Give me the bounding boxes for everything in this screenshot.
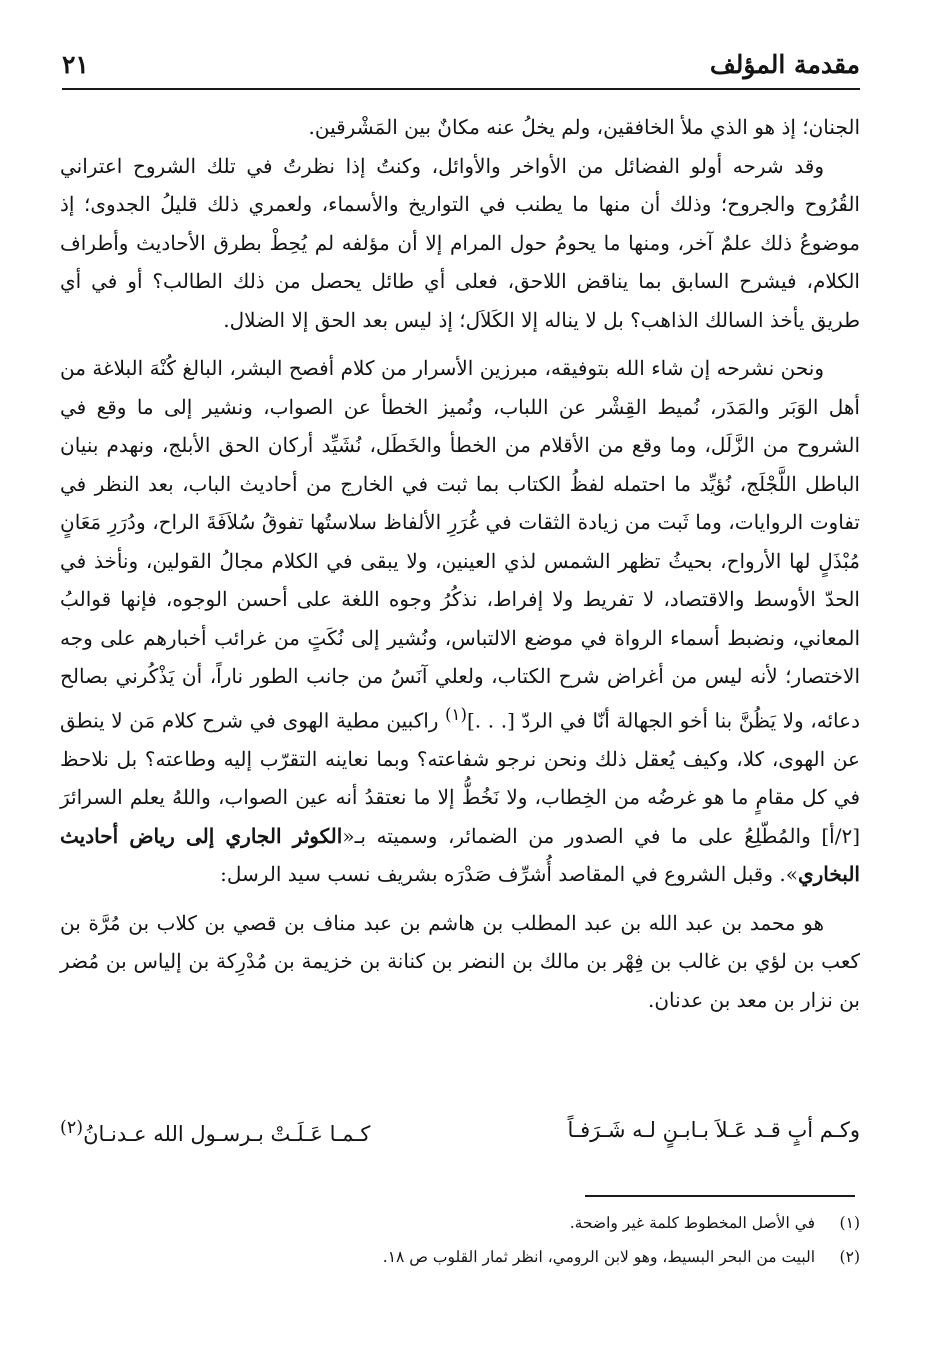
- footnote-rule: [585, 1195, 855, 1197]
- poem-verse: [60, 1118, 860, 1158]
- footnote-text: البيت من البحر البسيط، وهو لابن الرومي، انظر ثمار القلوب ص ١٨.: [382, 1248, 816, 1266]
- running-title: مقدمة المؤلف: [709, 50, 860, 79]
- poem-hemistich-2: [60, 1118, 390, 1146]
- paragraph-continuation: الجنان؛ إذ هو الذي ملأ الخافقين، ولم يخلُ عنه مكانٌ بين المَشْرقين.: [308, 115, 860, 139]
- footnote-number: (٢): [839, 1248, 860, 1266]
- footnote-1: [60, 1214, 860, 1232]
- paragraph-commentaries: وقد شرحه أولو الفضائل من الأواخر والأوائل، وكنتُ إذا نظرتُ في تلك الشروح اعتراني القُرُوح والجروح؛ وذلك أن منها ما يطنب في التواريخ والأسماء، ولعمري ذلك قليلُ الجدوى؛ إذ موضوعُ ذلك علمٌ آخر، ومنها ما يحومُ حول المرام إلا أن مؤلفه لم يُحِطْ بطرق الأحاديث وأطراف الكلام، فيشرح السابق بما يناقض اللاحق، فعلى أي طائل يحصل من ذلك الطالب؟ أو في أي طريق يأخذ السالك الذاهب؟ بل لا يناله إلا الكَلاَل؛ إذ ليس بعد الحق إلا الضلال.: [60, 153, 860, 332]
- book-title: الكوثر الجاري إلى رياض أحاديث البخاري: [60, 823, 860, 887]
- poem-hemistich-1: وكـم أبٍ قـد عَـلاَ بـابـنٍ لـه شَـرَفـاً: [567, 1118, 860, 1142]
- paragraph-method-text: ونحن نشرحه إن شاء الله بتوفيقه، مبرزين الأسرار من كلام أفصح البشر، البالغ كُنْهَ البلاغة من أهل الوَبَر والمَدَر، نُميط القِشْر عن اللباب، ونُميز الخطأ عن الصواب، ونشير إلى ما وقع في الشروح من الزَّلَل، وما وقع من الأقلام من الخطأ والخَطَل، نُشَيِّد أركان الحق الأبلج، ونهدم بنيان الباطل اللَّجْلَج، نُؤيِّد ما احتمله لفظُ الكتاب بما ثبت في الخارج من أحاديث الباب، بعد النظر في تفاوت الروايات، وما ثَبت من زيادة الثقات في غُرَرِ الألفاظ سلاستُها تفوقُ سُلاَفَةَ الراح، ودُرَرِ مَعَانٍ مُبْذَلٍ لها الأرواح، بحيثُ تظهر الشمس لذي العينين، ولا يبقى في الكلام مجالُ القولين، ونأخذ في الحدّ الأوسط والاقتصاد، لا تفريط ولا إفراط، نذكُرُ وجوه اللغة على أحسن الوجوه، فإنها قوالبُ المعاني، ونضبط أسماء الرواة في موضع الالتباس، ونُشير إلى نُكَتٍ من غرائب أخبارهم على وجه الاختصار؛ لأنه ليس من أغراض شرح الكتاب، ولعلي آنَسُ من جانب الطور ناراً، أن يَذْكُرني بصالح دعائه، ولا يَظُنَّ بنا أخو الجهالة أنّا في الردّ [. . .]: [60, 356, 860, 733]
- poem-hemistich-2-text: كـمـا عَـلَـتْ بـرسـول الله عـدنـانُ: [83, 1122, 371, 1146]
- paragraph-method-cont: راكبين مطية الهوى في شرح كلام مَن لا ينطق عن الهوى، كلا، وكيف يُعقل ذلك ونحن نرجو شفاعته؟ وبما نعاينه التقرّب إليه وطاعته؟ بل نلاحظ في كل مقامٍ ما هو غرضُه من الخِطاب، ولا نَخُطُّ إلا ما نعتقدُ أنه عين الصواب، واللهُ يعلم السرائرَ: [60, 708, 860, 810]
- footnote-2: [60, 1248, 860, 1266]
- paragraph-method-close: ». وقبل الشروع في المقاصد أُشرِّف صَدْرَه بشريف نسب سيد الرسل:: [220, 862, 798, 887]
- footnote-ref-2: (٢): [60, 1118, 84, 1138]
- paragraph-method-end: والمُطّلِعُ على ما في الصدور من الضمائر، وسميته بـ«: [342, 823, 811, 848]
- header-rule: [62, 88, 860, 90]
- paragraph-method: [60, 349, 860, 894]
- footnote-number: (١): [839, 1214, 860, 1232]
- footnote-text: في الأصل المخطوط كلمة غير واضحة.: [569, 1214, 816, 1232]
- page-number: ٢١: [62, 50, 89, 79]
- footnote-ref-1: (١): [445, 704, 467, 724]
- page-header: [62, 44, 860, 90]
- main-text: [60, 108, 860, 1019]
- paragraph-lineage: هو محمد بن عبد الله بن عبد المطلب بن هاشم بن عبد مناف بن قصي بن كلاب بن مُرَّة بن كعب بن لؤي بن غالب بن فِهْر بن مالك بن النضر بن كنانة بن خزيمة بن مُدْرِكة بن إلياس بن مُضر بن نزار بن معد بن عدنان.: [60, 910, 860, 1012]
- folio-marker: [٢/أ]: [821, 823, 861, 848]
